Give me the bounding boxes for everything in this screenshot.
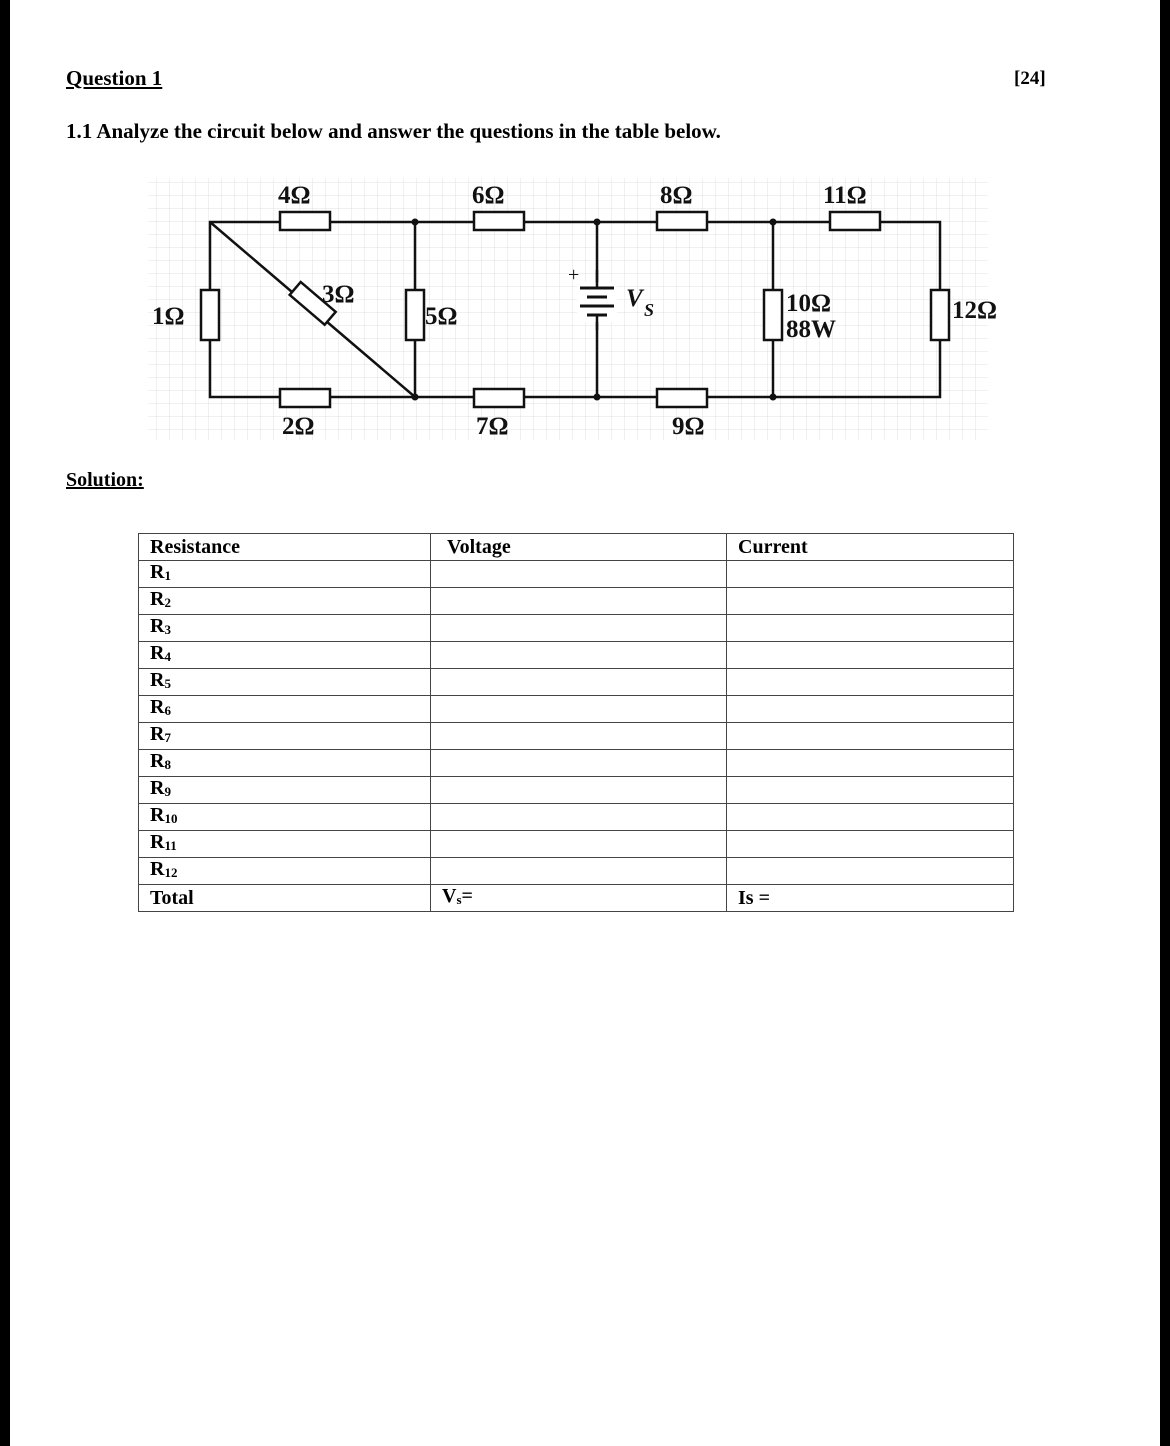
current-cell[interactable]: [727, 857, 1014, 884]
resistor-letter: R: [150, 776, 165, 799]
resistor-letter: R: [150, 749, 165, 772]
table-row: [139, 641, 1014, 668]
resistor-name: [139, 722, 431, 749]
table-row: [139, 722, 1014, 749]
resistor-name: [139, 749, 431, 776]
total-label: Total: [139, 884, 431, 911]
resistor-8: [657, 212, 707, 230]
vs-eq: =: [461, 884, 473, 907]
resistor-index: 7: [164, 729, 171, 745]
voltage-cell[interactable]: [431, 830, 727, 857]
table-header-row: [139, 534, 1014, 561]
resistor-letter: R: [150, 803, 165, 826]
voltage-cell[interactable]: [431, 776, 727, 803]
resistor-index: 8: [164, 756, 171, 772]
resistor-index: 1: [164, 567, 171, 583]
voltage-cell[interactable]: [431, 587, 727, 614]
label-r9: 9Ω: [672, 413, 705, 440]
resistor-letter: R: [150, 857, 165, 880]
label-r4: 4Ω: [278, 182, 311, 209]
table-row: [139, 803, 1014, 830]
voltage-cell[interactable]: [431, 641, 727, 668]
vs-label: V: [442, 884, 457, 907]
current-cell[interactable]: [727, 614, 1014, 641]
header-resistance: Resistance: [139, 534, 431, 561]
total-current-cell[interactable]: Is =: [727, 884, 1014, 911]
question-intro: 1.1 Analyze the circuit below and answer the questions in the table below.: [66, 119, 721, 143]
label-r10-power: 88W: [786, 316, 836, 343]
current-cell[interactable]: [727, 587, 1014, 614]
resistor-10: [764, 290, 782, 340]
resistor-letter: R: [150, 641, 165, 664]
current-cell[interactable]: [727, 722, 1014, 749]
voltage-cell[interactable]: [431, 803, 727, 830]
label-r2: 2Ω: [282, 413, 315, 440]
header-voltage: Voltage: [431, 534, 727, 561]
resistor-index: 2: [164, 594, 171, 610]
label-r8: 8Ω: [660, 182, 693, 209]
resistor-name: [139, 560, 431, 587]
voltage-cell[interactable]: [431, 695, 727, 722]
voltage-cell[interactable]: [431, 857, 727, 884]
voltage-cell[interactable]: [431, 668, 727, 695]
voltage-cell[interactable]: [431, 749, 727, 776]
resistor-5: [406, 290, 424, 340]
label-r7: 7Ω: [476, 413, 509, 440]
question-title: Question 1: [66, 66, 163, 90]
label-r12: 12Ω: [952, 297, 998, 324]
current-cell[interactable]: [727, 668, 1014, 695]
resistor-letter: R: [150, 614, 165, 637]
label-plus: +: [568, 264, 580, 286]
resistor-index: 6: [164, 702, 171, 718]
resistor-index: 11: [164, 837, 177, 853]
table-row: [139, 587, 1014, 614]
resistor-name: [139, 614, 431, 641]
current-cell[interactable]: [727, 749, 1014, 776]
circuit-diagram: [0, 0, 1170, 460]
voltage-cell[interactable]: [431, 614, 727, 641]
answer-table: [138, 533, 1014, 912]
resistor-name: [139, 776, 431, 803]
resistor-6: [474, 212, 524, 230]
table-total-row: [139, 884, 1014, 911]
label-r10: 10Ω: [786, 290, 832, 317]
table-row: [139, 830, 1014, 857]
resistor-4: [280, 212, 330, 230]
label-source: V: [626, 285, 643, 312]
current-cell[interactable]: [727, 641, 1014, 668]
table-row: [139, 560, 1014, 587]
marks: [24]: [1014, 68, 1046, 89]
table-row: [139, 776, 1014, 803]
label-r5: 5Ω: [425, 303, 458, 330]
table-row: [139, 857, 1014, 884]
voltage-cell[interactable]: [431, 560, 727, 587]
resistor-11: [830, 212, 880, 230]
label-r6: 6Ω: [472, 182, 505, 209]
resistor-letter: R: [150, 668, 165, 691]
resistor-letter: R: [150, 695, 165, 718]
resistor-2: [280, 389, 330, 407]
resistor-index: 10: [164, 810, 178, 826]
table-row: [139, 749, 1014, 776]
resistor-name: [139, 587, 431, 614]
current-cell[interactable]: [727, 560, 1014, 587]
resistor-index: 9: [164, 783, 171, 799]
solution-label: Solution:: [66, 469, 144, 491]
current-cell[interactable]: [727, 830, 1014, 857]
resistor-name: [139, 830, 431, 857]
resistor-9: [657, 389, 707, 407]
resistor-index: 5: [164, 675, 171, 691]
current-cell[interactable]: [727, 803, 1014, 830]
resistor-letter: R: [150, 830, 165, 853]
resistor-letter: R: [150, 560, 165, 583]
label-r11: 11Ω: [823, 182, 867, 209]
current-cell[interactable]: [727, 776, 1014, 803]
resistor-1: [201, 290, 219, 340]
resistor-letter: R: [150, 722, 165, 745]
resistor-index: 3: [164, 621, 171, 637]
resistor-name: [139, 857, 431, 884]
resistor-name: [139, 803, 431, 830]
label-r3: 3Ω: [322, 281, 355, 308]
resistor-letter: R: [150, 587, 165, 610]
resistor-index: 12: [164, 864, 178, 880]
resistor-7: [474, 389, 524, 407]
current-cell[interactable]: [727, 695, 1014, 722]
table-row: [139, 695, 1014, 722]
voltage-cell[interactable]: [431, 722, 727, 749]
vs-sub: s: [456, 891, 462, 907]
total-voltage-cell[interactable]: [431, 884, 727, 911]
resistor-12: [931, 290, 949, 340]
label-source-sub: S: [644, 300, 655, 320]
resistor-name: [139, 668, 431, 695]
resistor-name: [139, 695, 431, 722]
resistor-name: [139, 641, 431, 668]
label-r1: 1Ω: [152, 303, 185, 330]
header-current: Current: [727, 534, 1014, 561]
table-row: [139, 668, 1014, 695]
table-row: [139, 614, 1014, 641]
resistor-index: 4: [164, 648, 171, 664]
